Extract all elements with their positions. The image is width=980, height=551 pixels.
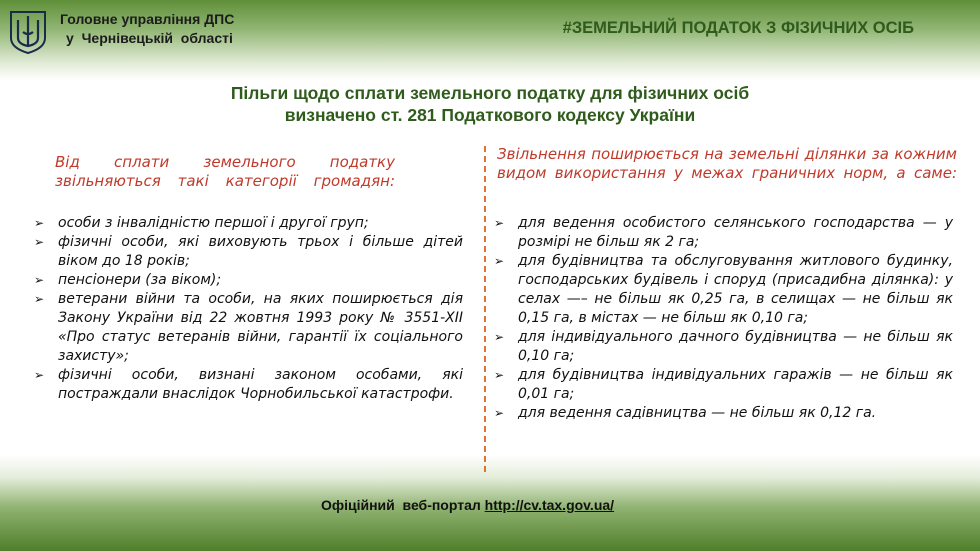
arrow-bullet-icon: ➢ [494,254,505,268]
column-divider [484,146,486,472]
list-item: ➢ фізичні особи, які виховують трьох і більше дітей віком до 18 років; [34,234,463,269]
coat-of-arms-trident-icon [9,8,47,54]
list-item: ➢ для ведення садівництва — не більш як 0,12 га. [494,405,877,421]
organization-name [60,10,234,48]
exempt-categories-list [31,214,463,404]
list-item: ➢ для будівництва та обслуговування житлового будинку, господарських будівель і споруд (присадибна ділянка): у селах —– не більш як 0,25 га, в селищах — не більш як 0,15 га, в містах — не більш як 0,10 га; [494,253,953,326]
right-intro: Звільнення поширюється на земельні ділянки за кожним видом використання у межах граничних норм, а саме: [497,145,957,182]
arrow-bullet-icon: ➢ [34,292,45,306]
list-item: ➢ для індивідуального дачного будівництва — не більш як 0,10 га; [494,329,953,364]
list-item: ➢ для будівництва індивідуальних гаражів — не більш як 0,01 га; [494,367,953,402]
arrow-bullet-icon: ➢ [34,216,45,230]
list-item: ➢ для ведення особистого селянського господарства — у розмірі не більш як 2 га; [494,215,953,250]
arrow-bullet-icon: ➢ [494,406,505,420]
arrow-bullet-icon: ➢ [494,330,505,344]
title-line-2: визначено ст. 281 Податкового кодексу України [284,105,696,125]
arrow-bullet-icon: ➢ [34,235,45,249]
footer [0,497,935,513]
footer-label: Офіційний веб-портал [320,497,481,513]
list-item: ➢ особи з інвалідністю першої і другої груп; [34,215,369,231]
org-line-2: у Чернівецькій області [66,30,233,46]
list-item: ➢ ветерани війни та особи, на яких поширюється дія Закону України від 22 жовтня 1993 року № 3551-XII «Про статус ветеранів війни, гарантії їх соціального захисту»; [34,291,463,364]
arrow-bullet-icon: ➢ [494,216,505,230]
list-item: ➢ фізичні особи, визнані законом особами, які постраждали внаслідок Чорнобильської катастрофи. [34,367,463,402]
org-line-1: Головне управління ДПС [60,11,235,27]
arrow-bullet-icon: ➢ [34,368,45,382]
topic-hashtag: #ЗЕМЕЛЬНИЙ ПОДАТОК З ФІЗИЧНИХ ОСІБ [562,19,914,37]
left-intro: Від сплати земельного податку звільняються такі категорії громадян: [55,153,395,190]
page-title [0,82,980,126]
arrow-bullet-icon: ➢ [494,368,505,382]
arrow-bullet-icon: ➢ [34,273,45,287]
land-norms-list [491,214,953,423]
portal-link[interactable]: http://cv.tax.gov.ua/ [484,497,615,513]
title-line-1: Пільги щодо сплати земельного податку для фізичних осіб [230,83,750,103]
list-item: ➢ пенсіонери (за віком); [34,272,222,288]
